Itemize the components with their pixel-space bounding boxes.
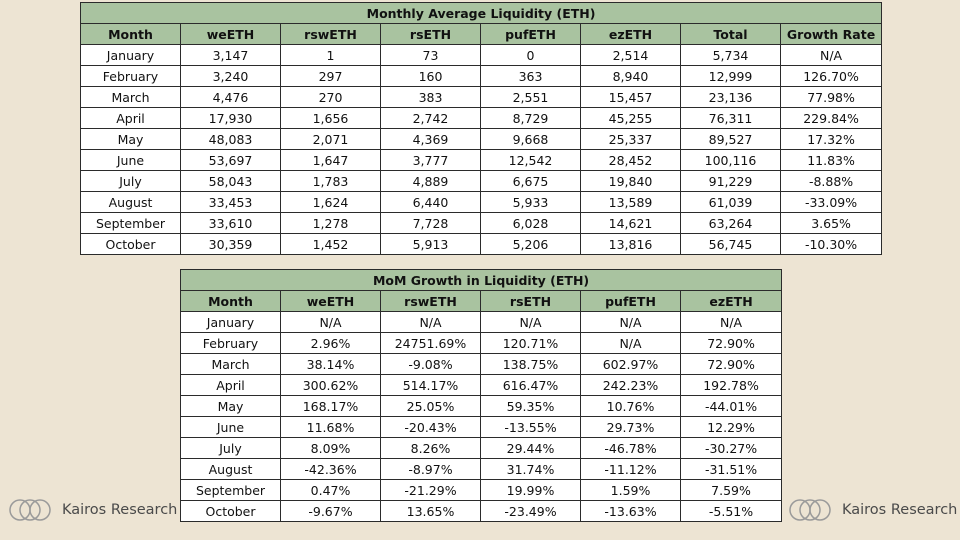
table-cell: 1,452 [281, 234, 381, 255]
table-cell: 4,476 [181, 87, 281, 108]
table-row [81, 192, 882, 213]
brand-watermark-right [788, 497, 957, 523]
row-label-cell: January [181, 312, 281, 333]
kairos-rings-logo-icon [8, 498, 56, 522]
table-cell: 63,264 [681, 213, 781, 234]
table-cell: N/A [581, 312, 681, 333]
row-label-cell: January [81, 45, 181, 66]
table-cell: 1,278 [281, 213, 381, 234]
table-cell: 100,116 [681, 150, 781, 171]
table-cell: 91,229 [681, 171, 781, 192]
table-cell: 514.17% [381, 375, 481, 396]
table-cell: 2,551 [481, 87, 581, 108]
table-cell: -11.12% [581, 459, 681, 480]
table-row [81, 234, 882, 255]
table-cell: 17,930 [181, 108, 281, 129]
table-cell: -9.67% [281, 501, 381, 522]
table-cell: 3.65% [781, 213, 882, 234]
table-cell: N/A [681, 312, 782, 333]
column-header: ezETH [581, 24, 681, 45]
table-cell: 1,624 [281, 192, 381, 213]
table-cell: 59.35% [481, 396, 581, 417]
row-label-cell: June [181, 417, 281, 438]
brand-name: Kairos Research [842, 502, 958, 518]
table-cell: 168.17% [281, 396, 381, 417]
table-cell: 192.78% [681, 375, 782, 396]
table-cell: 2,071 [281, 129, 381, 150]
table-title: Monthly Average Liquidity (ETH) [81, 3, 882, 24]
table-cell: N/A [581, 333, 681, 354]
table-cell: 1.59% [581, 480, 681, 501]
column-header: weETH [281, 291, 381, 312]
table-cell: 11.68% [281, 417, 381, 438]
table-cell: 30,359 [181, 234, 281, 255]
table-cell: -31.51% [681, 459, 782, 480]
table-cell: 33,610 [181, 213, 281, 234]
row-label-cell: September [81, 213, 181, 234]
table-row [181, 501, 782, 522]
table-cell: 31.74% [481, 459, 581, 480]
table-cell: 6,675 [481, 171, 581, 192]
table-cell: 4,369 [381, 129, 481, 150]
table-row [81, 66, 882, 87]
table-cell: 242.23% [581, 375, 681, 396]
table-row [181, 312, 782, 333]
table-cell: N/A [781, 45, 882, 66]
row-label-cell: May [81, 129, 181, 150]
row-label-cell: June [81, 150, 181, 171]
table-cell: 300.62% [281, 375, 381, 396]
table-cell: -8.97% [381, 459, 481, 480]
table-cell: -5.51% [681, 501, 782, 522]
table-cell: 602.97% [581, 354, 681, 375]
table-cell: 363 [481, 66, 581, 87]
table-cell: 72.90% [681, 333, 782, 354]
table-cell: 53,697 [181, 150, 281, 171]
table-row [81, 108, 882, 129]
table-cell: 8,729 [481, 108, 581, 129]
table-cell: 616.47% [481, 375, 581, 396]
table-cell: 6,440 [381, 192, 481, 213]
table-cell: 138.75% [481, 354, 581, 375]
table-cell: -13.55% [481, 417, 581, 438]
column-header: rswETH [381, 291, 481, 312]
row-label-cell: April [181, 375, 281, 396]
table-cell: 383 [381, 87, 481, 108]
table-cell: -42.36% [281, 459, 381, 480]
table-cell: -13.63% [581, 501, 681, 522]
table-cell: 12,999 [681, 66, 781, 87]
row-label-cell: July [81, 171, 181, 192]
table-row [181, 333, 782, 354]
table-cell: 61,039 [681, 192, 781, 213]
table-cell: 11.83% [781, 150, 882, 171]
column-header: rsETH [481, 291, 581, 312]
table-cell: 12.29% [681, 417, 782, 438]
table-cell: 1 [281, 45, 381, 66]
table-cell: 24751.69% [381, 333, 481, 354]
table-cell: 229.84% [781, 108, 882, 129]
table-row [81, 213, 882, 234]
table-cell: 19.99% [481, 480, 581, 501]
row-label-cell: August [181, 459, 281, 480]
table-cell: 3,147 [181, 45, 281, 66]
table-cell: 29.44% [481, 438, 581, 459]
table-cell: 38.14% [281, 354, 381, 375]
table-cell: -33.09% [781, 192, 882, 213]
table-cell: 7,728 [381, 213, 481, 234]
table-cell: 73 [381, 45, 481, 66]
table-cell: 6,028 [481, 213, 581, 234]
table-row [181, 417, 782, 438]
table-cell: 2.96% [281, 333, 381, 354]
table-cell: 7.59% [681, 480, 782, 501]
table-cell: 56,745 [681, 234, 781, 255]
table-cell: 28,452 [581, 150, 681, 171]
row-label-cell: February [81, 66, 181, 87]
table-cell: N/A [481, 312, 581, 333]
row-label-cell: September [181, 480, 281, 501]
column-header: Total [681, 24, 781, 45]
row-label-cell: August [81, 192, 181, 213]
row-label-cell: March [181, 354, 281, 375]
row-label-cell: February [181, 333, 281, 354]
kairos-rings-logo-icon [788, 498, 836, 522]
table-cell: N/A [281, 312, 381, 333]
table-row [81, 45, 882, 66]
column-header: rsETH [381, 24, 481, 45]
table-cell: 5,913 [381, 234, 481, 255]
table-row [81, 150, 882, 171]
table-cell: -20.43% [381, 417, 481, 438]
table-cell: 25.05% [381, 396, 481, 417]
table-cell: 89,527 [681, 129, 781, 150]
table-cell: 13,816 [581, 234, 681, 255]
row-label-cell: April [81, 108, 181, 129]
table-row [181, 375, 782, 396]
column-header: Growth Rate [781, 24, 882, 45]
table-cell: 5,734 [681, 45, 781, 66]
column-header: Month [81, 24, 181, 45]
table-cell: 1,783 [281, 171, 381, 192]
table-cell: -8.88% [781, 171, 882, 192]
table-row [81, 129, 882, 150]
table-cell: 19,840 [581, 171, 681, 192]
table-cell: -10.30% [781, 234, 882, 255]
table-row [181, 396, 782, 417]
table-cell: 297 [281, 66, 381, 87]
column-header: weETH [181, 24, 281, 45]
row-label-cell: October [81, 234, 181, 255]
table-cell: 2,514 [581, 45, 681, 66]
table-row [81, 87, 882, 108]
table-row [181, 354, 782, 375]
table-cell: 10.76% [581, 396, 681, 417]
table-cell: -46.78% [581, 438, 681, 459]
table-cell: 126.70% [781, 66, 882, 87]
table-cell: -9.08% [381, 354, 481, 375]
table-row [181, 438, 782, 459]
table-cell: 29.73% [581, 417, 681, 438]
mom-growth-liquidity-table [180, 269, 782, 522]
table-cell: 3,240 [181, 66, 281, 87]
table-cell: 48,083 [181, 129, 281, 150]
table-cell: -44.01% [681, 396, 782, 417]
column-header: rswETH [281, 24, 381, 45]
table-cell: 72.90% [681, 354, 782, 375]
table-cell: 270 [281, 87, 381, 108]
table-cell: 23,136 [681, 87, 781, 108]
table-cell: 0 [481, 45, 581, 66]
table-row [81, 171, 882, 192]
table-cell: 13,589 [581, 192, 681, 213]
column-header: pufETH [481, 24, 581, 45]
row-label-cell: May [181, 396, 281, 417]
brand-name: Kairos Research [62, 502, 178, 518]
table-cell: 25,337 [581, 129, 681, 150]
row-label-cell: October [181, 501, 281, 522]
table-cell: 120.71% [481, 333, 581, 354]
table-cell: 17.32% [781, 129, 882, 150]
table-cell: -21.29% [381, 480, 481, 501]
brand-watermark-left [8, 497, 177, 523]
table-cell: 8.09% [281, 438, 381, 459]
column-header: pufETH [581, 291, 681, 312]
table-cell: 12,542 [481, 150, 581, 171]
table-cell: 8.26% [381, 438, 481, 459]
table-row [181, 480, 782, 501]
table-cell: 13.65% [381, 501, 481, 522]
table-cell: 58,043 [181, 171, 281, 192]
column-header: Month [181, 291, 281, 312]
table-cell: 5,933 [481, 192, 581, 213]
table-cell: 33,453 [181, 192, 281, 213]
column-header: ezETH [681, 291, 782, 312]
monthly-average-liquidity-table [80, 2, 882, 255]
table-cell: 3,777 [381, 150, 481, 171]
table-cell: -23.49% [481, 501, 581, 522]
row-label-cell: March [81, 87, 181, 108]
table-cell: 9,668 [481, 129, 581, 150]
table-cell: 77.98% [781, 87, 882, 108]
table-title: MoM Growth in Liquidity (ETH) [181, 270, 782, 291]
table-cell: N/A [381, 312, 481, 333]
table-cell: 76,311 [681, 108, 781, 129]
table-cell: 4,889 [381, 171, 481, 192]
table-cell: 2,742 [381, 108, 481, 129]
table-cell: -30.27% [681, 438, 782, 459]
table-cell: 0.47% [281, 480, 381, 501]
table-cell: 1,647 [281, 150, 381, 171]
table-cell: 8,940 [581, 66, 681, 87]
table-cell: 1,656 [281, 108, 381, 129]
table-cell: 45,255 [581, 108, 681, 129]
table-cell: 14,621 [581, 213, 681, 234]
table-row [181, 459, 782, 480]
table-cell: 160 [381, 66, 481, 87]
table-cell: 15,457 [581, 87, 681, 108]
row-label-cell: July [181, 438, 281, 459]
table-cell: 5,206 [481, 234, 581, 255]
